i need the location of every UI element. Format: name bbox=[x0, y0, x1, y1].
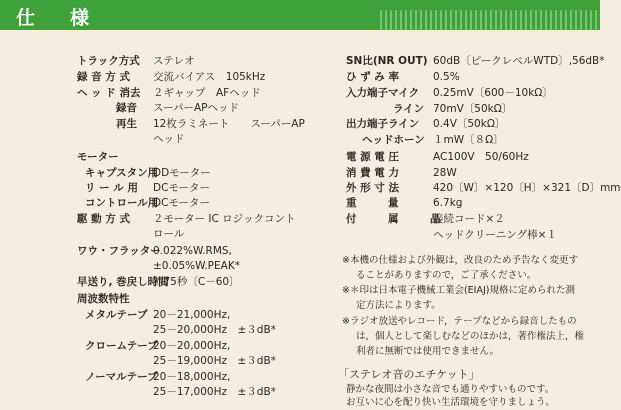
spec-value: 約75秒〔C－60〕 bbox=[153, 276, 240, 288]
spec-value: 0.022%W.RMS, bbox=[153, 245, 232, 257]
etiquette-line: 静かな夜間は小さな音でも通りやすいものです。 bbox=[346, 384, 555, 395]
spec-label: 録音 bbox=[116, 102, 137, 114]
spec-label: 付 属 品 bbox=[346, 213, 441, 225]
spec-value: 20－18,000Hz, bbox=[153, 371, 231, 383]
spec-value: AC100V 50/60Hz bbox=[433, 151, 529, 163]
header-stripe-decoration bbox=[380, 10, 600, 30]
spec-value: DCモーター bbox=[153, 197, 210, 209]
note-line: ※本機の仕様および外観は，改良のため予告なく変更す bbox=[342, 255, 578, 266]
spec-label: 駆 動 方 式 bbox=[77, 213, 130, 225]
spec-value: 20－20,000Hz, bbox=[153, 340, 231, 352]
spec-value: 25－19,000Hz ±３dB* bbox=[153, 355, 276, 367]
spec-label: 再生 bbox=[116, 118, 137, 130]
spec-label: SN比(NR OUT) bbox=[346, 55, 428, 67]
spec-value: ヘッド bbox=[153, 133, 185, 145]
spec-label: ワウ・フラッター bbox=[77, 245, 161, 257]
spec-value: スーパーAPヘッド bbox=[153, 102, 239, 114]
spec-value: 25－17,000Hz ±３dB* bbox=[153, 386, 276, 398]
spec-label: トラック方式 bbox=[77, 55, 140, 67]
spec-value: 0.25mV〔600－10kΩ〕 bbox=[433, 87, 553, 99]
spec-value: ±0.05%W.PEAK* bbox=[153, 260, 240, 272]
spec-value: 20－21,000Hz, bbox=[153, 309, 231, 321]
spec-label: クロームテープ bbox=[85, 340, 158, 352]
spec-label: ひ ず み 率 bbox=[346, 71, 399, 83]
etiquette-title: 「ステレオ音のエチケット」 bbox=[338, 368, 480, 381]
spec-label: リ ー ル 用 bbox=[85, 182, 138, 194]
spec-label: 重 量 bbox=[346, 197, 399, 209]
spec-value: 12枚ラミネート スーパーAP bbox=[153, 118, 305, 130]
spec-value: 28W bbox=[433, 167, 457, 179]
spec-value: DDモーター bbox=[153, 167, 211, 179]
note-line: ることがありますので，ご了承ください。 bbox=[356, 270, 537, 281]
spec-label: ヘッドホーン bbox=[362, 134, 425, 146]
note-line: 利者に無断では使用できません。 bbox=[356, 346, 500, 357]
spec-label: モーター bbox=[77, 151, 119, 163]
spec-value: 0.5% bbox=[433, 71, 460, 83]
note-line: ※＊印は日本電子機械工業会(EIAJ)規格に定められた測 bbox=[342, 285, 575, 296]
spec-label: ヘ ッ ド 消去 bbox=[77, 87, 141, 99]
spec-value: 6.7kg bbox=[433, 197, 463, 209]
note-line: は，個人として楽しむなどのほかは，著作権法上，権 bbox=[356, 331, 585, 342]
note-line: ※ラジオ放送やレコード，テープなどから録音したもの bbox=[342, 316, 577, 327]
etiquette-line: お互いに心を配り快い生活環境を守りましょう。 bbox=[346, 397, 556, 408]
spec-label: 外 形 寸 法 bbox=[346, 182, 399, 194]
spec-value: ２モーター IC ロジックコント bbox=[153, 213, 296, 225]
spec-label: ライン bbox=[393, 103, 425, 115]
page-title: 仕 様 bbox=[16, 7, 98, 29]
spec-value: １mW〔８Ω〕 bbox=[433, 134, 504, 146]
header-bar bbox=[0, 0, 600, 30]
spec-label: 消 費 電 力 bbox=[346, 167, 399, 179]
spec-label: 出力端子ライン bbox=[346, 118, 420, 130]
spec-value: 接続コード×２ bbox=[433, 213, 505, 225]
spec-value: 0.4V〔50kΩ〕 bbox=[433, 118, 506, 130]
spec-label: コントロール用 bbox=[85, 197, 159, 209]
spec-label: ノーマルテープ bbox=[85, 371, 158, 383]
spec-value: ロール bbox=[153, 228, 185, 240]
spec-value: 60dB〔ピークレベルWTD〕,56dB* bbox=[433, 55, 605, 67]
spec-label: 早送り, 巻戻し時間 bbox=[77, 276, 169, 288]
spec-value: 70mV〔50kΩ〕 bbox=[433, 103, 513, 115]
spec-value: 25－20,000Hz ±３dB* bbox=[153, 324, 276, 336]
spec-value: DCモーター bbox=[153, 182, 210, 194]
spec-value: ヘッドクリーニング棒×１ bbox=[433, 229, 557, 241]
spec-value: 交流バイアス 105kHz bbox=[153, 71, 266, 83]
spec-value: 420〔W〕×120〔H〕×321〔D〕mm bbox=[433, 182, 621, 194]
note-line: 定方法によります。 bbox=[356, 300, 441, 311]
spec-label: 周波数特性 bbox=[77, 293, 130, 305]
spec-label: メタルテープ bbox=[85, 309, 148, 321]
spec-value: ステレオ bbox=[153, 55, 195, 67]
spec-label: 録 音 方 式 bbox=[77, 71, 130, 83]
spec-label: キャプスタン用 bbox=[85, 167, 159, 179]
spec-label: 入力端子マイク bbox=[346, 87, 420, 99]
spec-label: 電 源 電 圧 bbox=[346, 151, 399, 163]
spec-value: ２ギャップ AFヘッド bbox=[153, 87, 261, 99]
